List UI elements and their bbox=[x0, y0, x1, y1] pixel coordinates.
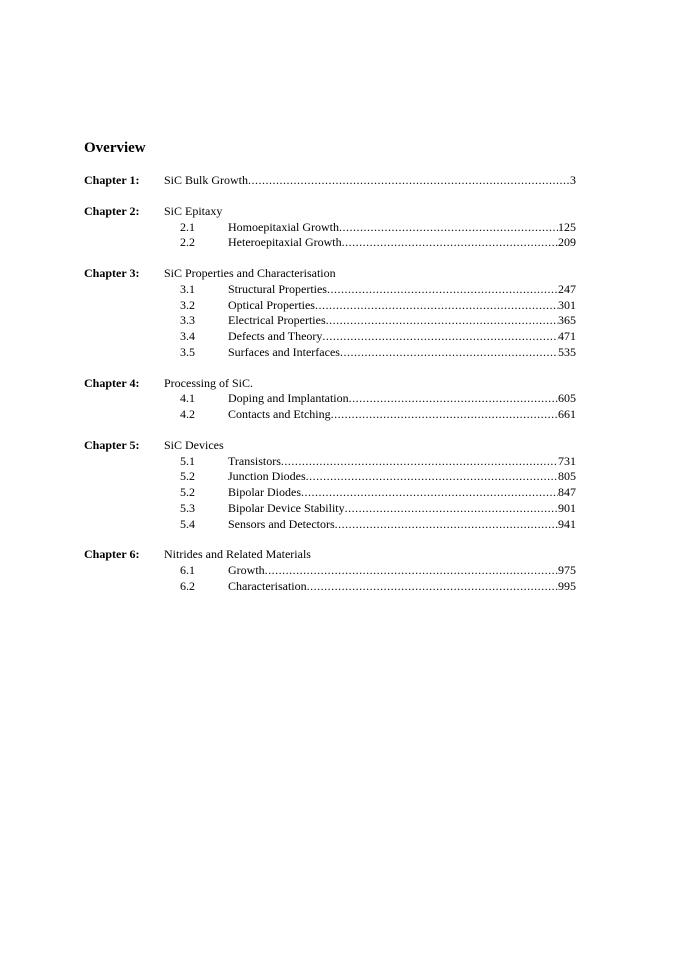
chapter-title: SiC Devices bbox=[164, 437, 224, 452]
dot-leader bbox=[281, 454, 558, 470]
section-row[interactable] bbox=[84, 313, 576, 329]
chapter-block bbox=[84, 173, 576, 189]
dot-leader bbox=[322, 329, 558, 345]
page-number: 901 bbox=[558, 500, 576, 515]
page-number: 365 bbox=[558, 313, 576, 328]
section-row[interactable] bbox=[84, 235, 576, 251]
section-number: 4.1 bbox=[180, 391, 195, 406]
section-row[interactable] bbox=[84, 485, 576, 501]
page-number: 125 bbox=[558, 219, 576, 234]
section-number: 5.3 bbox=[180, 500, 195, 515]
section-row[interactable] bbox=[84, 454, 576, 470]
chapter-row[interactable] bbox=[84, 266, 576, 282]
section-number: 2.1 bbox=[180, 219, 195, 234]
page-number: 605 bbox=[558, 391, 576, 406]
page-number: 3 bbox=[570, 173, 576, 187]
section-title: Electrical Properties bbox=[228, 313, 326, 328]
section-title: Characterisation bbox=[228, 578, 307, 593]
dot-leader bbox=[349, 391, 558, 407]
section-entry bbox=[228, 579, 576, 595]
dot-leader bbox=[342, 235, 558, 251]
page-number: 731 bbox=[558, 453, 576, 468]
section-entry bbox=[228, 313, 576, 329]
section-title: Sensors and Detectors bbox=[228, 516, 335, 531]
section-entry bbox=[228, 563, 576, 579]
chapter-row[interactable] bbox=[84, 547, 576, 563]
section-title: Defects and Theory bbox=[228, 329, 323, 343]
chapter-label: Chapter 2: bbox=[84, 203, 140, 218]
dot-leader bbox=[331, 407, 558, 423]
section-title: Bipolar Device Stability bbox=[228, 500, 345, 515]
section-number: 3.5 bbox=[180, 344, 195, 359]
dot-leader bbox=[306, 469, 558, 485]
page-number: 471 bbox=[558, 329, 576, 343]
chapter-label: Chapter 1: bbox=[84, 173, 140, 187]
section-title: Contacts and Etching bbox=[228, 407, 331, 421]
section-title: Junction Diodes bbox=[228, 469, 306, 484]
chapter-title: SiC Bulk Growth bbox=[164, 173, 249, 187]
page-number: 847 bbox=[558, 485, 576, 499]
page-number: 995 bbox=[558, 578, 576, 593]
section-entry bbox=[228, 517, 576, 533]
chapter-label: Chapter 5: bbox=[84, 437, 140, 452]
table-of-contents bbox=[84, 173, 576, 610]
section-number: 3.4 bbox=[180, 329, 195, 343]
section-row[interactable] bbox=[84, 407, 576, 423]
page-title: Overview bbox=[84, 140, 146, 156]
section-row[interactable] bbox=[84, 469, 576, 485]
section-row[interactable] bbox=[84, 220, 576, 236]
chapter-label: Chapter 4: bbox=[84, 375, 140, 390]
section-title: Optical Properties bbox=[228, 297, 315, 312]
section-title: Structural Properties bbox=[228, 281, 327, 296]
section-entry bbox=[228, 282, 576, 298]
section-title: Doping and Implantation bbox=[228, 391, 349, 406]
page-number: 661 bbox=[558, 407, 576, 421]
page-number: 535 bbox=[558, 344, 576, 359]
section-entry bbox=[228, 391, 576, 407]
section-title: Surfaces and Interfaces bbox=[228, 344, 340, 359]
chapter-row[interactable] bbox=[84, 204, 576, 220]
page-number: 805 bbox=[558, 469, 576, 484]
section-entry bbox=[228, 469, 576, 485]
dot-leader bbox=[340, 345, 558, 361]
chapter-block bbox=[84, 376, 576, 423]
page-number: 247 bbox=[558, 281, 576, 296]
section-entry bbox=[228, 235, 576, 251]
dot-leader bbox=[335, 517, 558, 533]
chapter-title: SiC Properties and Characterisation bbox=[164, 266, 336, 280]
dot-leader bbox=[301, 485, 558, 501]
dot-leader bbox=[265, 563, 558, 579]
section-entry bbox=[228, 501, 576, 517]
section-title: Homoepitaxial Growth bbox=[228, 219, 339, 234]
section-title: Transistors bbox=[228, 453, 281, 468]
dot-leader bbox=[326, 313, 558, 329]
section-entry bbox=[228, 298, 576, 314]
section-number: 6.2 bbox=[180, 578, 195, 593]
section-entry bbox=[228, 407, 576, 423]
section-row[interactable] bbox=[84, 282, 576, 298]
chapter-block bbox=[84, 204, 576, 251]
chapter-row[interactable] bbox=[84, 438, 576, 454]
section-row[interactable] bbox=[84, 563, 576, 579]
section-title: Bipolar Diodes bbox=[228, 485, 301, 499]
section-number: 5.2 bbox=[180, 469, 195, 484]
section-number: 6.1 bbox=[180, 563, 195, 577]
dot-leader bbox=[248, 173, 570, 189]
dot-leader bbox=[315, 298, 558, 314]
chapter-label: Chapter 3: bbox=[84, 266, 140, 280]
dot-leader bbox=[345, 501, 558, 517]
chapter-label: Chapter 6: bbox=[84, 547, 140, 562]
section-entry bbox=[228, 485, 576, 501]
section-row[interactable] bbox=[84, 501, 576, 517]
section-row[interactable] bbox=[84, 517, 576, 533]
section-number: 3.1 bbox=[180, 281, 195, 296]
chapter-title: SiC Epitaxy bbox=[164, 203, 223, 218]
section-entry bbox=[228, 454, 576, 470]
section-number: 3.2 bbox=[180, 297, 195, 312]
dot-leader bbox=[339, 220, 558, 236]
section-entry bbox=[228, 345, 576, 361]
chapter-row[interactable] bbox=[84, 376, 576, 392]
dot-leader bbox=[327, 282, 558, 298]
section-row[interactable] bbox=[84, 329, 576, 345]
section-number: 2.2 bbox=[180, 235, 195, 250]
dot-leader bbox=[307, 579, 558, 595]
chapter-block bbox=[84, 266, 576, 361]
page-number: 975 bbox=[558, 563, 576, 577]
chapter-row[interactable] bbox=[84, 173, 576, 189]
page-number: 209 bbox=[558, 235, 576, 250]
section-row[interactable] bbox=[84, 345, 576, 361]
chapter-block bbox=[84, 438, 576, 533]
section-number: 3.3 bbox=[180, 313, 195, 328]
section-row[interactable] bbox=[84, 298, 576, 314]
section-number: 5.4 bbox=[180, 516, 195, 531]
chapter-entry bbox=[164, 173, 576, 189]
section-title: Heteroepitaxial Growth bbox=[228, 235, 342, 250]
chapter-block bbox=[84, 547, 576, 594]
section-row[interactable] bbox=[84, 391, 576, 407]
page-number: 301 bbox=[558, 297, 576, 312]
section-title: Growth bbox=[228, 563, 265, 577]
section-number: 5.1 bbox=[180, 453, 195, 468]
section-entry bbox=[228, 220, 576, 236]
section-number: 4.2 bbox=[180, 407, 195, 421]
section-row[interactable] bbox=[84, 579, 576, 595]
section-number: 5.2 bbox=[180, 485, 195, 499]
chapter-title: Nitrides and Related Materials bbox=[164, 547, 311, 562]
chapter-title: Processing of SiC. bbox=[164, 375, 254, 390]
section-entry bbox=[228, 329, 576, 345]
page-number: 941 bbox=[558, 516, 576, 531]
